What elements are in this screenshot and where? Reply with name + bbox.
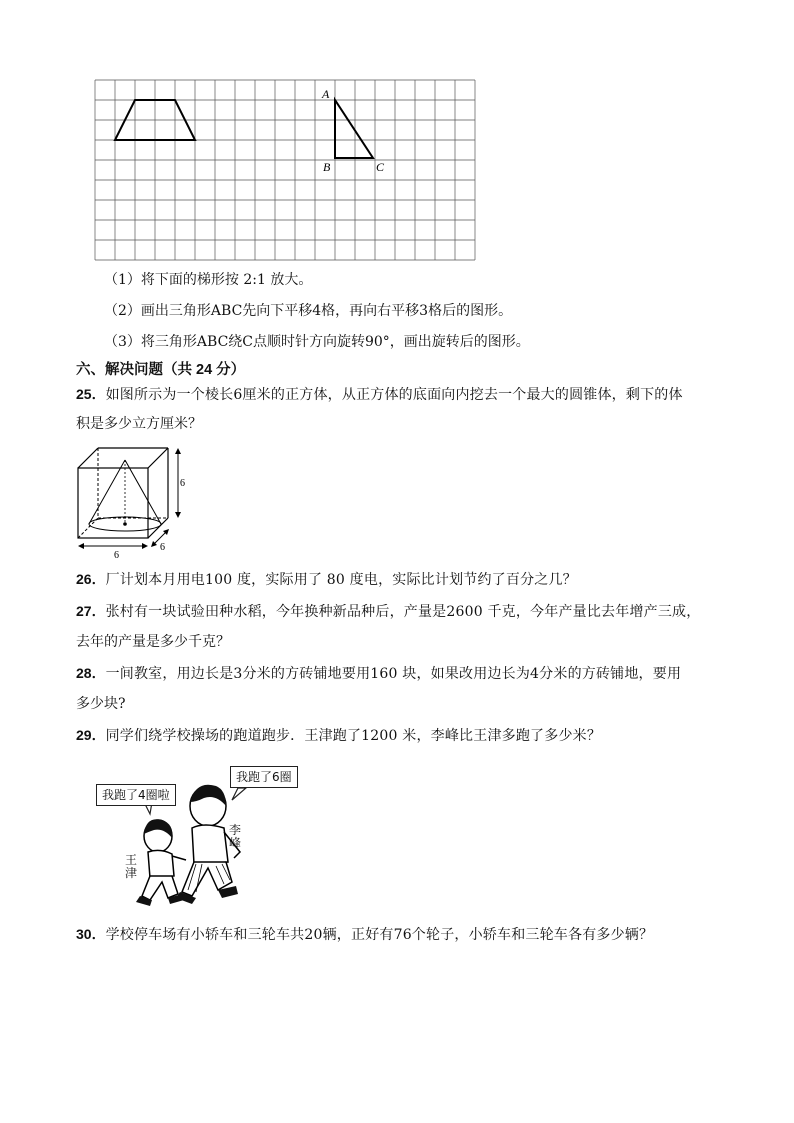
name-char: 李 [228,823,241,837]
sub-question-1: （1）将下面的梯形按 2:1 放大。 [104,272,313,288]
vertex-label-b: B [323,160,331,174]
height-label: 6 [180,478,185,489]
question-26 [76,569,577,590]
question-text: 同学们绕学校操场的跑道跑步．王津跑了1200 米，李峰比王津多跑了多少米？ [105,728,602,744]
name-char: 津 [124,866,137,880]
sub-question-2: （2）画出三角形ABC先向下平移4格，再向右平移3格后的图形。 [104,303,513,319]
question-text: 张村有一块试验田种水稻，今年换种新品种后，产量是2600 千克，今年产量比去年增产三成， [105,604,701,620]
depth-label: 6 [160,542,165,553]
section-heading: 六、解决问题（共 24 分） [76,362,246,378]
question-number: 27． [76,603,106,619]
question-number: 28． [76,665,106,681]
question-number: 25． [76,386,106,402]
name-label-wang-jin [124,854,138,880]
question-29 [76,725,601,746]
sub-question-3: （3）将三角形ABC绕C点顺时针方向旋转90°，画出旋转后的图形。 [104,334,530,350]
question-number: 29． [76,727,106,743]
question-number: 26． [76,571,106,587]
question-25-line-2: 积是多少立方厘米？ [76,416,202,432]
name-char: 王 [124,853,137,867]
speech-bubble-li: 我跑了6圈 [230,766,298,788]
question-28 [76,663,681,684]
question-text: 学校停车场有小轿车和三轮车共20辆，正好有76个轮子，小轿车和三轮车各有多少辆？ [105,927,654,943]
question-text: 厂计划本月用电100 度，实际用了 80 度电，实际比计划节约了百分之几？ [105,572,577,588]
name-label-li-feng [228,824,242,850]
question-30 [76,924,653,945]
vertex-label-c: C [376,160,385,174]
question-27 [76,601,700,622]
question-number: 30． [76,926,106,942]
speech-bubble-wang: 我跑了4圈啦 [96,784,176,806]
width-label: 6 [114,550,119,561]
question-text: 如图所示为一个棱长6厘米的正方体，从正方体的底面向内挖去一个最大的圆锥体，剩下的体 [105,387,683,403]
triangle-abc-shape [335,100,373,158]
cube-cone-figure [74,444,194,562]
question-28-line-2: 多少块? [76,696,126,712]
question-25 [76,384,683,405]
question-27-line-2: 去年的产量是多少千克？ [76,634,230,650]
grid-lines [95,80,475,260]
question-text: 一间教室，用边长是3分米的方砖铺地要用160 块，如果改用边长为4分米的方砖铺地，要用 [105,666,682,682]
grid-figure [92,76,476,264]
vertex-label-a: A [322,87,330,101]
runners-illustration [92,758,292,908]
name-char: 峰 [228,836,241,850]
